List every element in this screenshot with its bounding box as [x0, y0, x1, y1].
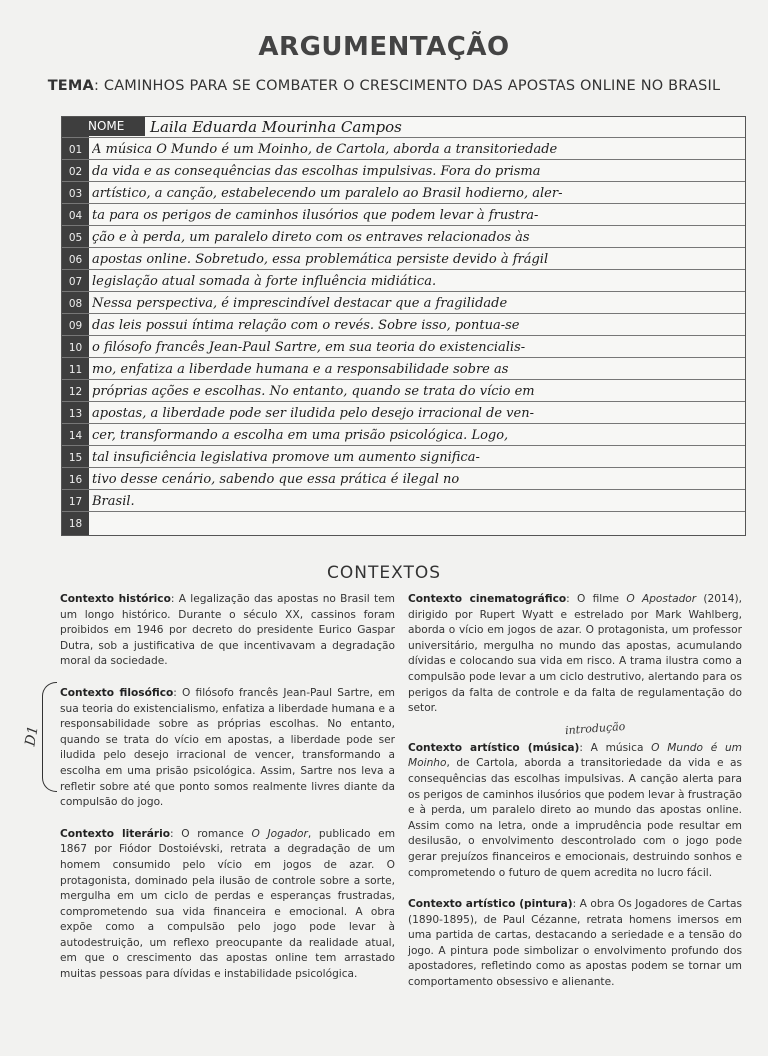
context-text: , publicado em 1867 por Fiódor Dostoiévski, retrata a degradação de um homem consumido pelo vício em jogos de azar. O protagonista, dominado pela ilusão de controle sobre a sorte, mergulha em um ciclo de perdas e esperanças frustradas, comprometendo sua vida financeira e emocional. A obra expõe como a compulsão pelo jogo pode levar à autodestruição, um reflexo preocupante da realidade atual, em que o crescimento das apostas online tem arrastado muitas pessoas para dívidas e instabilidade psicológica. — [60, 827, 396, 981]
essay-line — [62, 379, 745, 402]
essay-line — [62, 137, 745, 160]
context-label: Contexto literário — [60, 827, 171, 840]
line-text: da vida e as consequências das escolhas impulsivas. Fora do prisma — [92, 164, 541, 179]
line-text: cer, transformando a escolha em uma prisão psicológica. Logo, — [92, 428, 509, 443]
line-number: 17 — [68, 496, 83, 508]
essay-line — [62, 467, 745, 490]
line-number: 09 — [68, 320, 83, 332]
student-name: Laila Eduarda Mourinha Campos — [150, 118, 402, 136]
essay-line — [62, 335, 745, 358]
line-text: próprias ações e escolhas. No entanto, quando se trata do vício em — [92, 384, 535, 399]
line-number: 18 — [68, 518, 83, 530]
essay-line — [62, 247, 745, 270]
line-text: apostas, a liberdade pode ser iludida pelo desejo irracional de ven- — [92, 406, 534, 421]
line-number: 06 — [68, 254, 83, 266]
context-label: Contexto artístico (pintura) — [408, 898, 573, 911]
page-title: ARGUMENTAÇÃO — [258, 32, 510, 62]
context-paragraph — [60, 686, 395, 811]
context-work-title: O Jogador — [251, 827, 308, 840]
line-text: o filósofo francês Jean-Paul Sartre, em sua teoria do existencialis- — [92, 340, 526, 355]
essay-line — [62, 269, 745, 292]
context-work-title: O Apostador — [626, 593, 697, 605]
contextos-title: CONTEXTOS — [327, 563, 441, 583]
essay-line — [62, 423, 745, 446]
essay-line — [62, 401, 745, 424]
line-number: 01 — [68, 144, 83, 156]
essay-line — [62, 489, 745, 512]
context-text-pre: : O filme — [566, 593, 627, 605]
context-text-pre: : A música — [579, 741, 652, 754]
essay-line — [62, 181, 745, 204]
context-paragraph — [60, 827, 395, 983]
line-number: 04 — [68, 210, 83, 222]
line-number: 05 — [68, 232, 83, 244]
essay-line — [62, 159, 745, 182]
intro-note: introdução — [564, 719, 626, 738]
line-number: 16 — [68, 474, 83, 486]
line-text: Brasil. — [92, 494, 135, 509]
line-text: artístico, a canção, estabelecendo um paralelo ao Brasil hodierno, aler- — [92, 186, 563, 201]
context-text: : O filósofo francês Jean-Paul Sartre, em sua teoria do existencialismo, enfatiza a liberdade humana e a responsabilidade sobre as próprias escolhas. No entanto, quando se trata do vício em apostas, a liberdade pode ser iludida pelo desejo irracional de vencer, transformando a escolha em uma prisão psicológica. Assim, Sartre nos leva a refletir sobre até que ponto somos realmente livres diante da compulsão do jogo. — [60, 686, 395, 809]
context-paragraph — [408, 897, 742, 991]
line-number: 14 — [68, 430, 83, 442]
line-number: 15 — [68, 452, 83, 464]
tema-text: : CAMINHOS PARA SE COMBATER O CRESCIMENTO DAS APOSTAS ONLINE NO BRASIL — [93, 78, 721, 94]
line-text — [92, 512, 741, 534]
essay-line — [62, 445, 745, 468]
context-label: Contexto histórico — [60, 593, 171, 605]
context-paragraph — [408, 592, 742, 717]
context-paragraph — [408, 741, 742, 881]
context-column-left — [60, 592, 395, 999]
line-number: 07 — [68, 276, 83, 288]
line-number: 03 — [68, 188, 83, 200]
line-number: 12 — [68, 386, 83, 398]
line-number: 11 — [68, 364, 83, 376]
essay-line — [62, 357, 745, 380]
line-text: ção e à perda, um paralelo direto com os entraves relacionados às — [92, 230, 530, 245]
context-label: Contexto artístico (música) — [408, 741, 580, 754]
line-number: 10 — [68, 342, 83, 354]
essay-line — [62, 225, 745, 248]
handwritten-bracket — [42, 682, 57, 792]
line-number: 02 — [68, 166, 83, 178]
tema-label: TEMA — [47, 78, 94, 94]
essay-line — [62, 291, 745, 314]
nome-label-cell — [89, 117, 145, 136]
essay-line — [62, 313, 745, 336]
tema-line — [0, 78, 768, 94]
context-text: : A obra Os Jogadores de Cartas (1890-1895), de Paul Cézanne, retrata homens imersos em uma partida de cartas, destacando a seriedade e a tensão do jogo. A pintura pode simbolizar o envolvimento profundo dos apostadores, refletindo como as apostas podem se tornar um comportamento obsessivo e alienante. — [408, 898, 742, 989]
essay-line — [62, 203, 745, 226]
line-text: mo, enfatiza a liberdade humana e a responsabilidade sobre as — [92, 362, 509, 377]
context-paragraph — [60, 592, 395, 670]
margin-note: D1 — [22, 724, 42, 748]
line-text: das leis possui íntima relação com o revés. Sobre isso, pontua-se — [92, 318, 520, 333]
context-label: Contexto cinematográfico — [408, 593, 567, 605]
line-text: legislação atual somada à forte influência midiática. — [92, 274, 437, 289]
line-text: tal insuficiência legislativa promove um aumento significa- — [92, 450, 480, 465]
context-work-title: O Mundo é um Moinho — [408, 741, 742, 770]
context-text: , de Cartola, aborda a transitoriedade da vida e as consequências das escolhas impulsivas. A canção alerta para os perigos de caminhos ilusórios que podem levar à frustração e à perda, um paralelo direto ao mundo das apostas online. Assim como na letra, onde a imprudência pode resultar em desilusão, o envolvimento descontrolado com o jogo pode gerar prejuízos financeiros e emocionais, destruindo sonhos e comprometendo o futuro de quem acredita no lucro fácil. — [408, 757, 742, 879]
context-text-pre: : O romance — [170, 827, 252, 840]
line-text: Nessa perspectiva, é imprescindível destacar que a fragilidade — [92, 296, 508, 311]
answer-sheet — [61, 116, 746, 536]
line-number: 13 — [68, 408, 83, 420]
line-text: apostas online. Sobretudo, essa problemática persiste devido à frágil — [92, 252, 549, 267]
line-text: ta para os perigos de caminhos ilusórios que podem levar à frustra- — [92, 208, 539, 223]
line-text: tivo desse cenário, sabendo que essa prática é ilegal no — [92, 472, 460, 487]
nome-label: NOME — [88, 119, 125, 133]
context-column-right — [408, 592, 742, 1007]
line-number: 08 — [68, 298, 83, 310]
line-text: A música O Mundo é um Moinho, de Cartola, aborda a transitoriedade — [92, 142, 558, 157]
essay-line — [62, 511, 745, 534]
context-text: (2014), dirigido por Rupert Wyatt e estrelado por Mark Wahlberg, aborda o vício em jogos de azar. O protagonista, um professor universitário, mergulha no mundo das apostas, acumulando dívidas e colocando sua vida em risco. A trama ilustra como a compulsão pode levar a um ciclo destrutivo, alertando para os perigos da falta de controle e da falta de regulamentação do setor. — [408, 593, 743, 715]
context-text: : A legalização das apostas no Brasil tem um longo histórico. Durante o século XX, cassinos foram proibidos em 1946 por decreto do presidente Eurico Gaspar Dutra, sob a justificativa de que incentivavam a degradação moral da sociedade. — [60, 593, 395, 668]
context-label: Contexto filosófico — [60, 686, 174, 699]
